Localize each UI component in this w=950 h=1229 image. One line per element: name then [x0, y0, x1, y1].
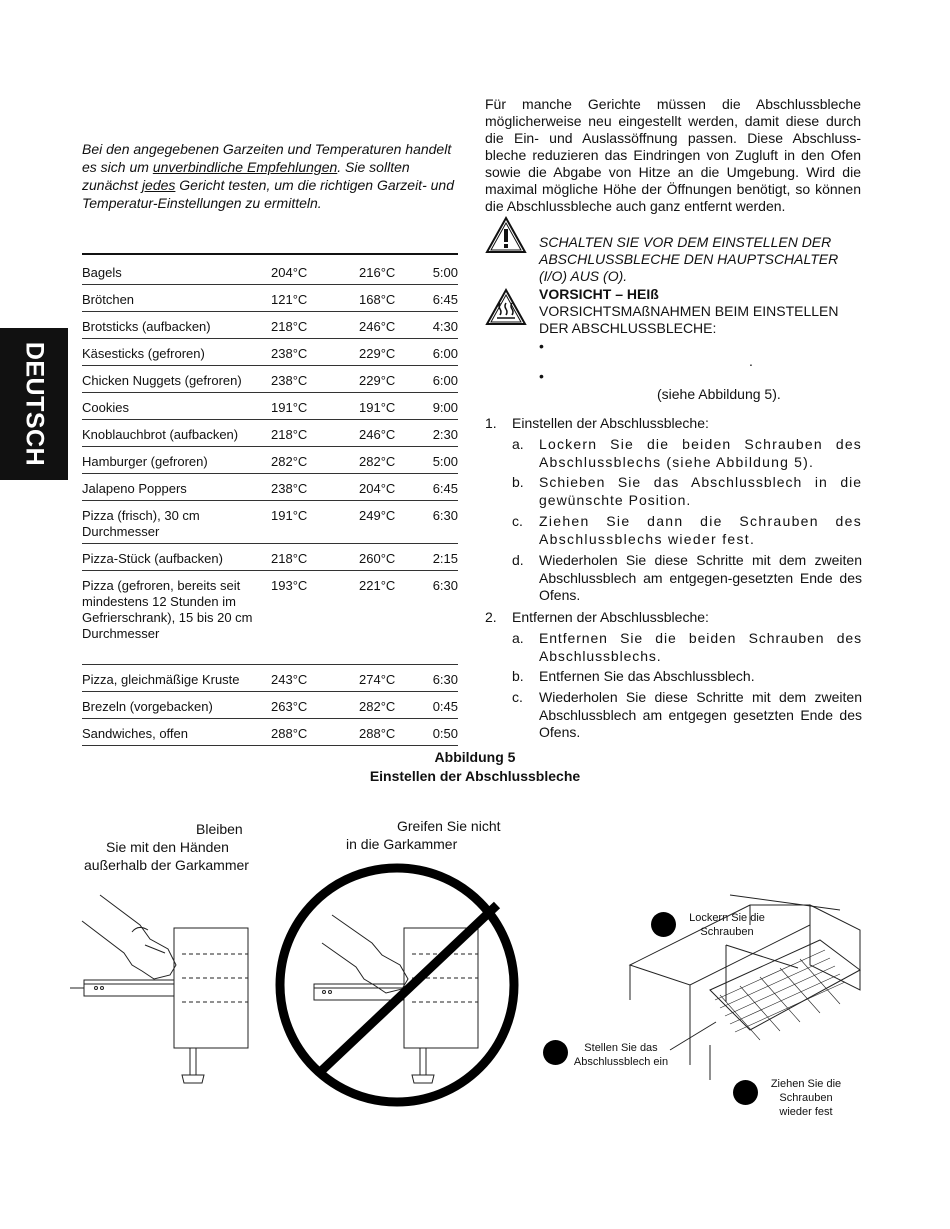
left-label-2: Sie mit den Händen	[106, 839, 229, 855]
step-1c-text: Ziehen Sie dann die Schrauben des Abschlussblechs wieder fest.	[539, 513, 862, 547]
temp-1: 191°C	[271, 501, 359, 544]
food-name: Bagels	[82, 258, 271, 285]
figure-title: Abbildung 5	[434, 749, 516, 765]
left-label-1: Bleiben	[196, 821, 243, 837]
right-label-2-line1: Stellen Sie das	[584, 1042, 658, 1054]
food-name: Cookies	[82, 393, 271, 420]
food-name: Brezeln (vorgebacken)	[82, 692, 271, 719]
step-1b-letter: b.	[512, 474, 524, 490]
right-label-2	[566, 1041, 676, 1069]
temp-1: 191°C	[271, 393, 359, 420]
temp-2: 229°C	[359, 366, 429, 393]
temp-1: 238°C	[271, 339, 359, 366]
table-row	[82, 339, 458, 366]
food-name: Brötchen	[82, 285, 271, 312]
step-1d-text: Wiederholen Sie diese Schritte mit dem zweiten Abschlussblech am entgegen-gesetzten Ende des Ofens.	[539, 552, 862, 603]
table-row	[82, 420, 458, 447]
step-2-label: Entfernen der Abschlussbleche:	[512, 609, 709, 625]
right-label-1	[676, 911, 778, 939]
food-name: Pizza, gleichmäßige Kruste	[82, 665, 271, 692]
step-1-number: 1.	[485, 415, 497, 431]
hot-warning-title: VORSICHT – HEIß	[539, 286, 659, 302]
step-marker-1	[651, 912, 676, 937]
bullet-2: •	[539, 368, 544, 384]
cook-time: 2:15	[429, 544, 458, 571]
step-1a-letter: a.	[512, 436, 524, 452]
food-name: Knoblauchbrot (aufbacken)	[82, 420, 271, 447]
oven-hand-inside-prohibited-illustration	[272, 860, 522, 1110]
temp-2: 221°C	[359, 571, 429, 665]
temp-2: 191°C	[359, 393, 429, 420]
step-2c-letter: c.	[512, 689, 523, 705]
temp-2: 229°C	[359, 339, 429, 366]
step-2b-text: Entfernen Sie das Abschlussblech.	[539, 668, 755, 684]
food-name: Pizza-Stück (aufbacken)	[82, 544, 271, 571]
step-2c-text: Wiederholen Sie diese Schritte mit dem zweiten Abschlussblech am entgegen gesetzten Ende des Ofens.	[539, 689, 862, 740]
food-name: Käsesticks (gefroren)	[82, 339, 271, 366]
food-name: Jalapeno Poppers	[82, 474, 271, 501]
note-text-2: . Sie sollten zunächst	[82, 159, 410, 193]
right-label-1-line1: Lockern Sie die	[689, 912, 765, 924]
temp-1: 263°C	[271, 692, 359, 719]
table-row	[82, 544, 458, 571]
cook-time: 0:45	[429, 692, 458, 719]
cooking-table	[82, 258, 458, 746]
step-marker-3	[733, 1080, 758, 1105]
step-1c-letter: c.	[512, 513, 523, 529]
note-text-1: Bei den angegebenen Garzeiten und Temperaturen handelt es sich um	[82, 141, 452, 175]
temp-2: 204°C	[359, 474, 429, 501]
figure-subtitle: Einstellen der Abschlussbleche	[369, 768, 581, 784]
temp-2: 274°C	[359, 665, 429, 692]
temp-2: 282°C	[359, 692, 429, 719]
temp-1: 218°C	[271, 420, 359, 447]
table-row	[82, 571, 458, 665]
procedure-steps	[485, 415, 862, 745]
bullet-2-ref: (siehe Abbildung 5).	[657, 386, 781, 402]
temp-1: 218°C	[271, 544, 359, 571]
language-tab	[0, 328, 68, 480]
temp-2: 249°C	[359, 501, 429, 544]
oven-hand-outside-illustration	[70, 890, 260, 1090]
temp-1: 238°C	[271, 474, 359, 501]
table-row	[82, 285, 458, 312]
mid-label-1: Greifen Sie nicht	[397, 818, 501, 834]
step-2b-letter: b.	[512, 668, 524, 684]
cook-time: 6:00	[429, 366, 458, 393]
cook-time: 9:00	[429, 393, 458, 420]
right-label-3-line3: wieder fest	[779, 1106, 833, 1118]
note-underline-1: unverbindliche Empfehlungen	[152, 159, 338, 175]
cook-time: 6:45	[429, 474, 458, 501]
food-name: Sandwiches, offen	[82, 719, 271, 746]
cook-time: 6:30	[429, 571, 458, 665]
food-name: Pizza (gefroren, bereits seit mindestens 12 Stunden im Gefrierschrank), 15 bis 20 cm Durchmesser	[82, 571, 271, 665]
step-1d-letter: d.	[512, 552, 524, 568]
right-label-3	[758, 1077, 854, 1119]
temp-1: 288°C	[271, 719, 359, 746]
temp-2: 288°C	[359, 719, 429, 746]
temp-1: 204°C	[271, 258, 359, 285]
temp-2: 168°C	[359, 285, 429, 312]
step-1b-text: Schieben Sie das Abschlussblech in die gewünschte Position.	[539, 474, 862, 508]
power-warning: SCHALTEN SIE VOR DEM EINSTELLEN DER ABSCHLUSSBLECHE DEN HAUPTSCHALTER (I/O) AUS (O).	[539, 234, 839, 284]
temp-2: 246°C	[359, 420, 429, 447]
cook-time: 4:30	[429, 312, 458, 339]
table-top-rule	[82, 253, 458, 255]
food-name: Chicken Nuggets (gefroren)	[82, 366, 271, 393]
table-row	[82, 447, 458, 474]
temp-1: 218°C	[271, 312, 359, 339]
mid-label-2: in die Garkammer	[346, 836, 458, 852]
temp-1: 243°C	[271, 665, 359, 692]
recommendation-note	[82, 140, 460, 212]
table-row	[82, 665, 458, 692]
temp-2: 246°C	[359, 312, 429, 339]
right-label-3-line1: Ziehen Sie die	[770, 1078, 842, 1090]
temp-2: 282°C	[359, 447, 429, 474]
note-underline-2: jedes	[141, 177, 176, 193]
table-row	[82, 258, 458, 285]
bullet-1: •	[539, 338, 544, 354]
cook-time: 5:00	[429, 447, 458, 474]
temp-2: 216°C	[359, 258, 429, 285]
food-name: Brotsticks (aufbacken)	[82, 312, 271, 339]
cook-time: 6:45	[429, 285, 458, 312]
table-row	[82, 474, 458, 501]
hot-warning-text: VORSICHTSMAßNAHMEN BEIM EINSTELLEN DER ABSCHLUSSBLECHE:	[539, 303, 839, 336]
left-label-3: außerhalb der Garkammer	[84, 857, 249, 873]
table-row	[82, 393, 458, 420]
bullet-1-end: .	[749, 353, 753, 369]
intro-paragraph: Für manche Gerichte müssen die Abschlussbleche möglicherweise neu eingestellt werden, damit diese durch die Ein- und Auslassöffnung passen. Diese Abschluss-bleche reduzieren das Eindringen von Zugluft in den Ofen sowie die Abgabe von Hitze an die Umgebung. Wird die maximal mögliche Höhe der Öffnungen benötigt, so können die Abschlussbleche auch ganz entfernt werden.	[485, 96, 861, 214]
step-marker-2	[543, 1040, 568, 1065]
cook-time: 5:00	[429, 258, 458, 285]
language-tab-label: DEUTSCH	[20, 341, 49, 467]
cook-time: 6:00	[429, 339, 458, 366]
hot-warning	[539, 286, 862, 337]
table-row	[82, 366, 458, 393]
hot-surface-icon	[485, 288, 527, 326]
temp-1: 193°C	[271, 571, 359, 665]
temp-2: 260°C	[359, 544, 429, 571]
right-label-1-line2: Schrauben	[700, 926, 754, 938]
table-row	[82, 312, 458, 339]
table-row	[82, 501, 458, 544]
note-text-3: Gericht testen, um die richtigen Garzeit- und Temperatur-Einstellungen zu ermitteln.	[82, 177, 454, 211]
temp-1: 121°C	[271, 285, 359, 312]
warning-icon	[485, 216, 527, 254]
cook-time: 0:50	[429, 719, 458, 746]
cook-time: 6:30	[429, 665, 458, 692]
cook-time: 2:30	[429, 420, 458, 447]
right-label-2-line2: Abschlussblech ein	[573, 1056, 669, 1068]
step-2a-letter: a.	[512, 630, 524, 646]
right-label-3-line2: Schrauben	[779, 1092, 833, 1104]
step-1a-text: Lockern Sie die beiden Schrauben des Abschlussblechs (siehe Abbildung 5).	[539, 436, 862, 470]
temp-1: 238°C	[271, 366, 359, 393]
step-2a-text: Entfernen Sie die beiden Schrauben des Abschlussblechs.	[539, 630, 862, 664]
step-2-number: 2.	[485, 609, 497, 625]
step-1-label: Einstellen der Abschlussbleche:	[512, 415, 709, 431]
food-name: Pizza (frisch), 30 cm Durchmesser	[82, 501, 271, 544]
table-row	[82, 692, 458, 719]
cook-time: 6:30	[429, 501, 458, 544]
table-row	[82, 719, 458, 746]
food-name: Hamburger (gefroren)	[82, 447, 271, 474]
temp-1: 282°C	[271, 447, 359, 474]
